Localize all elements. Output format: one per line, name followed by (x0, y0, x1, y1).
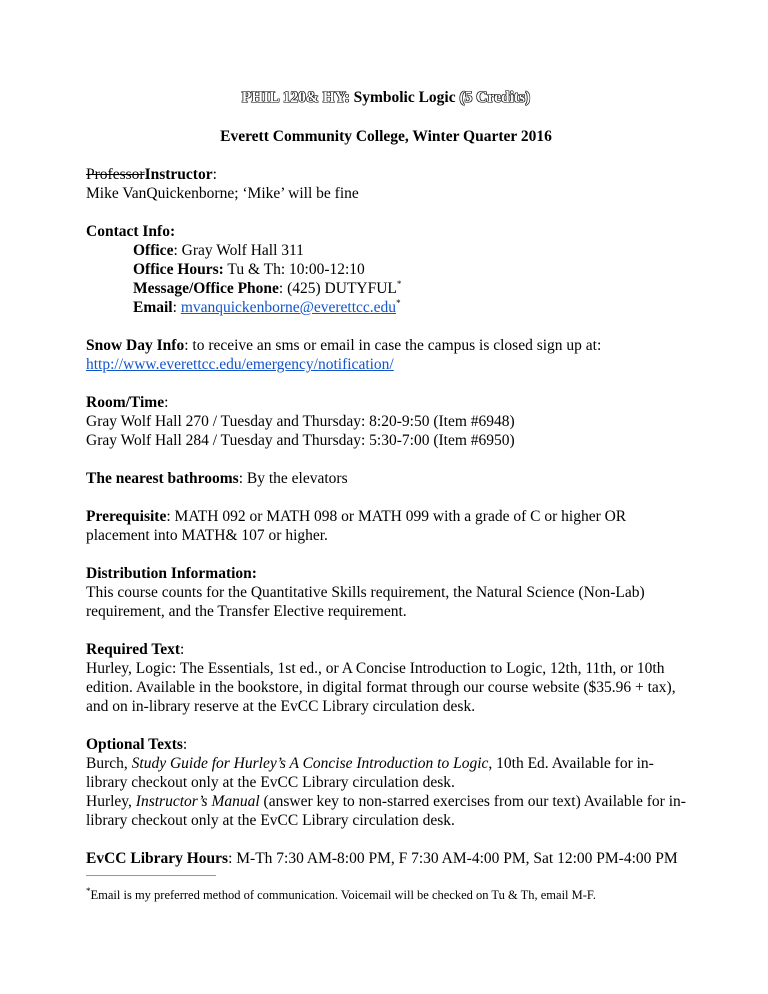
distribution-text: This course counts for the Quantitative Skills requirement, the Natural Science (Non-Lab) requirement, and the Transfer Elective requirement. (86, 584, 645, 620)
optional-texts-section: Optional Texts: Burch, Study Guide for Hurley’s A Concise Introduction to Logic, 10th Ed. Available for in-library checkout only at the EvCC Library circulation desk. Hurley, Instructor’s Manual (answer key to non-starred exercises from our text) Available for in-library checkout only at the EvCC Library circulation desk. (86, 736, 686, 829)
library-hours-label: EvCC Library Hours (86, 850, 229, 867)
struck-professor-label: Professor (86, 166, 145, 183)
optional-text-item: Burch, Study Guide for Hurley’s A Concise Introduction to Logic, 10th Ed. Available for in-library checkout only at the EvCC Library circulation desk. (86, 755, 654, 791)
instructor-section: ProfessorInstructor: Mike VanQuickenborne; ‘Mike’ will be fine (86, 165, 686, 203)
footnote-mark[interactable]: * (396, 278, 402, 289)
room-line-2: Gray Wolf Hall 284 / Tuesday and Thursday: 5:30-7:00 (Item #6950) (86, 432, 515, 449)
course-name: Symbolic Logic (349, 89, 460, 106)
room-time-section: Room/Time: Gray Wolf Hall 270 / Tuesday and Thursday: 8:20-9:50 (Item #6948) Gray Wolf Hall 284 / Tuesday and Thursday: 5:30-7:00 (Item #6950) (86, 393, 686, 450)
contact-heading: Contact Info: (86, 223, 176, 240)
optional-texts-label: Optional Texts (86, 736, 183, 753)
email-line: Email: mvanquickenborne@everettcc.edu* (133, 297, 401, 316)
office-hours-line: Office Hours: Tu & Th: 10:00-12:10 (133, 261, 365, 278)
footnote (86, 885, 706, 903)
course-code: PHIL 120& HY: (241, 89, 350, 106)
library-hours-section: EvCC Library Hours: M-Th 7:30 AM-8:00 PM, F 7:30 AM-4:00 PM, Sat 12:00 PM-4:00 PM (86, 850, 678, 867)
instructor-name: Mike VanQuickenborne; ‘Mike’ will be fine (86, 185, 359, 202)
required-text-label: Required Text (86, 641, 181, 658)
bathrooms-section: The nearest bathrooms: By the elevators (86, 470, 348, 487)
optional-text-item: Hurley, Instructor’s Manual (answer key to non-starred exercises from our text) Available for in-library checkout only at the EvCC Library circulation desk. (86, 793, 686, 829)
required-text-body: Hurley, Logic: The Essentials, 1st ed., or A Concise Introduction to Logic, 12th, 11th, or 10th edition. Available in the bookstore, in digital format through our course website ($35.96 + tax), and on in-library reserve at the EvCC Library circulation desk. (86, 660, 676, 715)
snow-day-section: Snow Day Info: to receive an sms or email in case the campus is closed sign up at: http://www.everettcc.edu/emergency/notification/ (86, 337, 602, 373)
email-link[interactable]: mvanquickenborne@everettcc.edu (180, 299, 397, 316)
course-title (86, 88, 686, 107)
syllabus-page (86, 88, 686, 868)
office-line: Office: Gray Wolf Hall 311 (133, 242, 304, 259)
footnote-marker: * (86, 885, 91, 896)
distribution-section (86, 564, 686, 621)
bathrooms-label: The nearest bathrooms (86, 470, 239, 487)
prerequisite-label: Prerequisite (86, 508, 167, 525)
required-text-section: Required Text: Hurley, Logic: The Essentials, 1st ed., or A Concise Introduction to Logic, 12th, 11th, or 10th edition. Available in the bookstore, in digital format through our course website ($35.96 + tax), and on in-library reserve at the EvCC Library circulation desk. (86, 640, 686, 716)
footnote-divider (86, 875, 216, 876)
contact-section (86, 222, 686, 317)
emergency-notification-link[interactable]: http://www.everettcc.edu/emergency/notification/ (86, 356, 394, 373)
distribution-label: Distribution Information: (86, 565, 257, 582)
instructor-label: Instructor (144, 166, 213, 183)
footnote-text: Email is my preferred method of communication. Voicemail will be checked on Tu & Th, email M-F. (90, 888, 597, 902)
prerequisite-section: Prerequisite: MATH 092 or MATH 098 or MATH 099 with a grade of C or higher OR placement into MATH& 107 or higher. (86, 508, 627, 544)
room-line-1: Gray Wolf Hall 270 / Tuesday and Thursday: 8:20-9:50 (Item #6948) (86, 413, 515, 430)
course-credits: (5 Credits) (459, 89, 531, 106)
room-time-label: Room/Time (86, 394, 165, 411)
college-line: Everett Community College, Winter Quarter 2016 (220, 128, 552, 145)
phone-line: Message/Office Phone: (425) DUTYFUL* (133, 278, 402, 297)
snow-day-label: Snow Day Info (86, 337, 185, 354)
footnote-mark[interactable]: * (396, 297, 401, 308)
